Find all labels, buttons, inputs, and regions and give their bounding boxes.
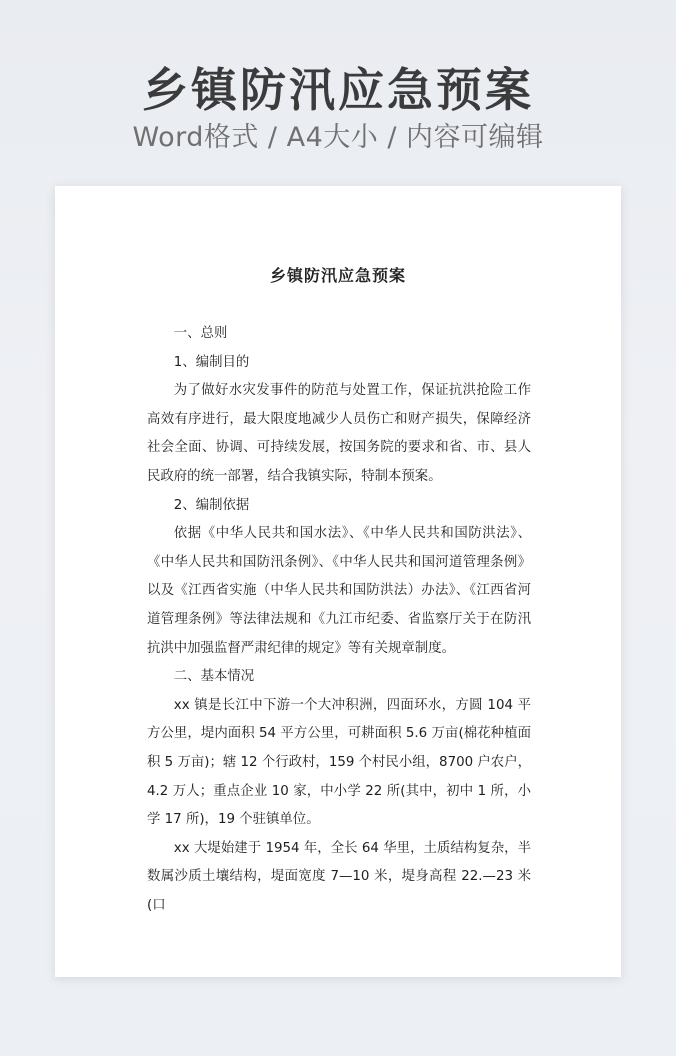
section-heading: 一、总则	[173, 326, 228, 341]
body-paragraph: 为了做好水灾发事件的防范与处置工作，保证抗洪抢险工作高效有序进行，最大限度地减少人员伤亡和财产损失，保障经济社会全面、协调、可持续发展，按国务院的要求和省、市、县人民政府的统一部署，结合我镇实际，特制本预案。	[147, 383, 531, 484]
subsection-heading: 2、编制依据	[173, 497, 250, 513]
banner-subtitle: Word格式 / A4大小 / 内容可编辑	[132, 122, 544, 153]
banner-header	[0, 0, 676, 180]
subsection-heading: 1、编制目的	[173, 354, 250, 370]
document-body	[147, 320, 531, 920]
section-heading: 二、基本情况	[173, 669, 255, 685]
document-page	[55, 186, 621, 977]
document-title: 乡镇防汛应急预案	[269, 266, 406, 285]
body-paragraph: xx 大堤始建于 1954 年，全长 64 华里，土质结构复杂，半数属沙质土壤结构，堤面宽度 7—10 米，堤身高程 22.—23 米(口	[147, 840, 531, 913]
banner-title: 乡镇防汛应急预案	[142, 63, 534, 117]
body-paragraph: xx 镇是长江中下游一个大冲积洲，四面环水，方圆 104 平方公里，堤内面积 54 平方公里，可耕面积 5.6 万亩(棉花种植面积 5 万亩)；辖 12 个行政村，159 个村民小组，8700 户农户，4.2 万人；重点企业 10 家，中小学 22 所(其中，初中 1 所，小学 17 所)，19 个驻镇单位。	[147, 697, 531, 828]
body-paragraph: 依据《中华人民共和国水法》、《中华人民共和国防洪法》、《中华人民共和国防汛条例》、《中华人民共和国河道管理条例》以及《江西省实施（中华人民共和国防洪法）办法》、《江西省河道管理条例》等法律法规和《九江市纪委、省监察厅关于在防汛抗洪中加强监督严肃纪律的规定》等有关规章制度。	[147, 526, 531, 656]
